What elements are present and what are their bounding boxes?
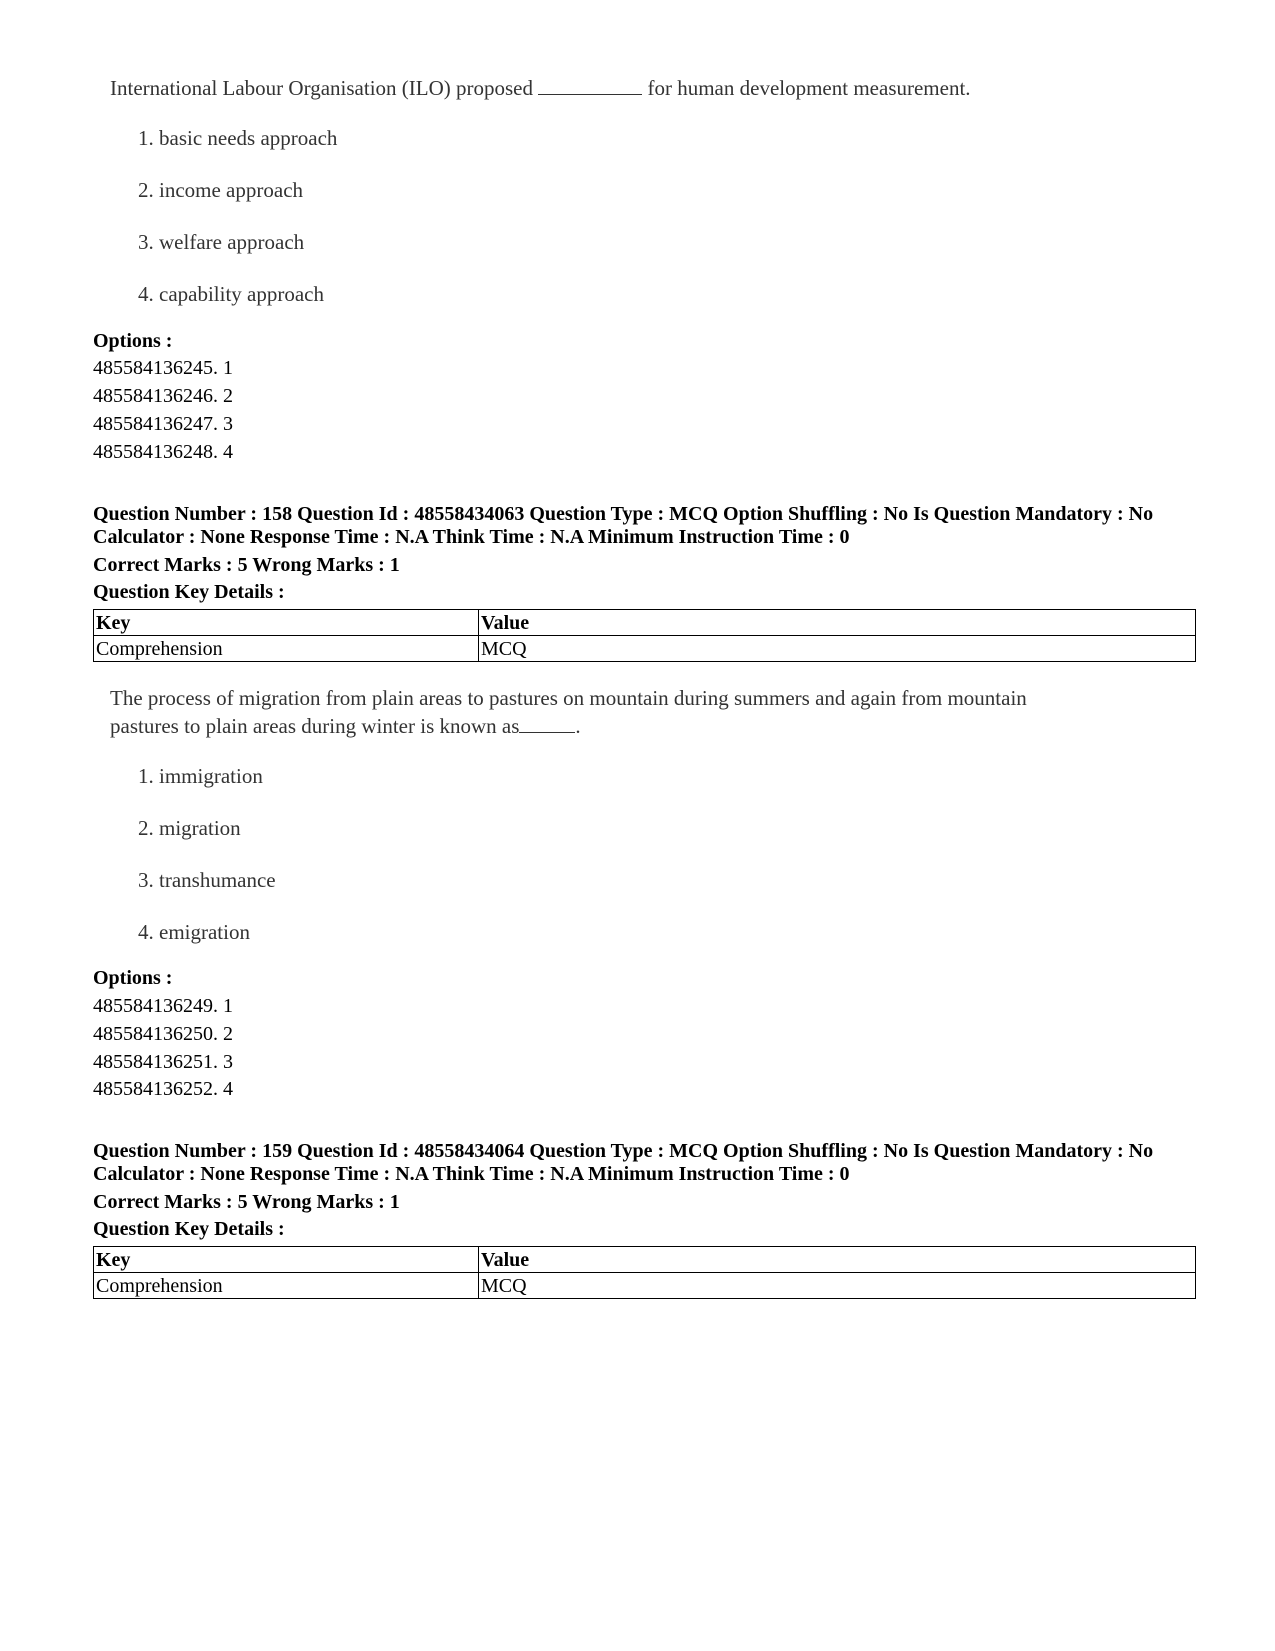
value-cell: MCQ — [479, 1273, 1196, 1299]
question-157-options-label: Options : — [93, 330, 173, 352]
question-158-key-details-label: Question Key Details : — [93, 581, 285, 603]
key-table-header — [94, 1247, 1196, 1273]
question-157-option-id-4: 485584136248. 4 — [93, 441, 233, 463]
question-157-image — [110, 74, 1210, 324]
question-157-choice-1: 1. basic needs approach — [138, 126, 338, 150]
question-159-key-table — [93, 1246, 1196, 1299]
question-158-stem-line-1: The process of migration from plain areas to pastures on mountain during summers and again from mountain — [110, 686, 1027, 710]
question-158-choice-4: 4. emigration — [138, 920, 250, 944]
question-159-marks: Correct Marks : 5 Wrong Marks : 1 — [93, 1191, 400, 1213]
question-157-stem-after: for human development measurement. — [647, 76, 971, 100]
answer-blank — [519, 716, 575, 733]
question-159-key-details-label: Question Key Details : — [93, 1218, 285, 1240]
question-158-option-id-4: 485584136252. 4 — [93, 1078, 233, 1100]
question-157-choice-4: 4. capability approach — [138, 282, 325, 306]
key-cell: Comprehension — [94, 1273, 479, 1299]
question-158-choice-1: 1. immigration — [138, 764, 263, 788]
question-158-marks: Correct Marks : 5 Wrong Marks : 1 — [93, 554, 400, 576]
key-table-header — [94, 610, 1196, 636]
question-157-option-id-3: 485584136247. 3 — [93, 413, 233, 435]
question-158-meta: Question Number : 158 Question Id : 48558434063 Question Type : MCQ Option Shuffling : No Is Question Mandatory : No Calculator : None Response Time : N.A Think Time : N.A Minimum Instruction Time : 0 — [93, 503, 1154, 548]
question-158-key-table — [93, 609, 1196, 662]
question-157-choice-3: 3. welfare approach — [138, 230, 305, 254]
key-cell: Comprehension — [94, 636, 479, 662]
key-column-header: Key — [94, 610, 479, 636]
question-157-option-id-2: 485584136246. 2 — [93, 385, 233, 407]
question-158-option-id-2: 485584136250. 2 — [93, 1023, 233, 1045]
key-table-row — [94, 636, 1196, 662]
key-column-header: Key — [94, 1247, 479, 1273]
question-158-option-id-3: 485584136251. 3 — [93, 1051, 233, 1073]
question-157-choice-2: 2. income approach — [138, 178, 304, 202]
question-158-choice-2: 2. migration — [138, 816, 241, 840]
value-cell: MCQ — [479, 636, 1196, 662]
value-column-header: Value — [479, 1247, 1196, 1273]
question-157-stem — [110, 74, 1210, 102]
question-158-choice-3: 3. transhumance — [138, 868, 276, 892]
question-158-stem-end: . — [575, 714, 581, 738]
question-158-stem-line-2-text: pastures to plain areas during winter is known as — [110, 714, 520, 738]
question-158-image — [110, 684, 1210, 964]
question-159-meta: Question Number : 159 Question Id : 48558434064 Question Type : MCQ Option Shuffling : No Is Question Mandatory : No Calculator : None Response Time : N.A Think Time : N.A Minimum Instruction Time : 0 — [93, 1140, 1154, 1185]
value-column-header: Value — [479, 610, 1196, 636]
question-158-options-label: Options : — [93, 967, 173, 989]
question-158-option-id-1: 485584136249. 1 — [93, 995, 233, 1017]
question-158-stem-line-2 — [110, 712, 1210, 740]
question-157-stem-before: International Labour Organisation (ILO) proposed — [110, 76, 533, 100]
question-157-option-id-1: 485584136245. 1 — [93, 357, 233, 379]
key-table-row — [94, 1273, 1196, 1299]
answer-blank — [538, 78, 642, 95]
